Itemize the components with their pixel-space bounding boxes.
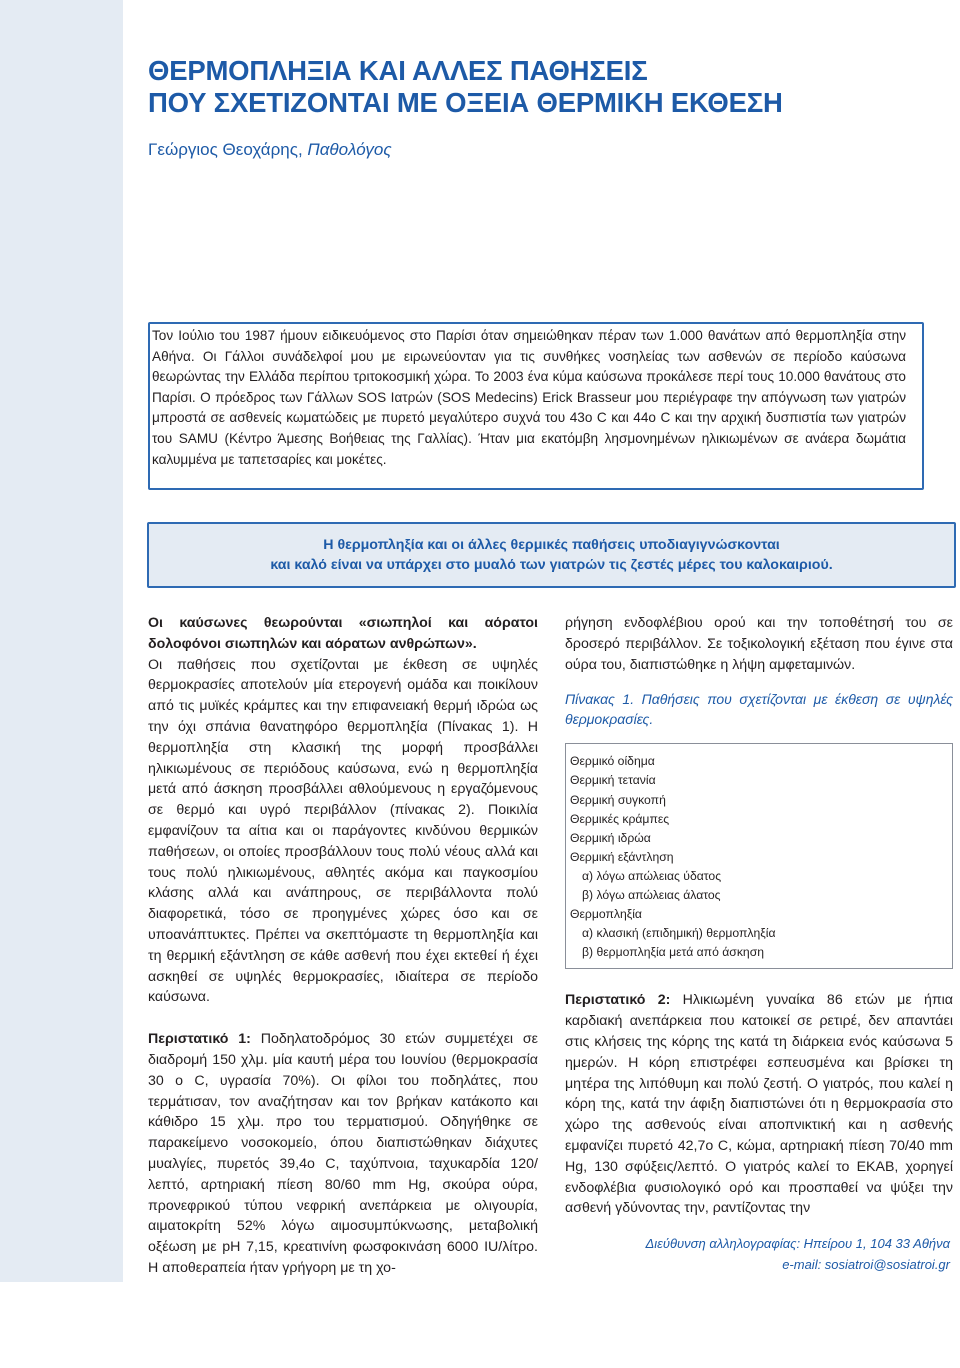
title-line-1: ΘΕΡΜΟΠΛΗΞΙΑ ΚΑΙ ΑΛΛΕΣ ΠΑΘΗΣΕΙΣ bbox=[148, 55, 648, 86]
table-1-row: Θερμική τετανία bbox=[570, 773, 656, 788]
table-1-caption: Πίνακας 1. Παθήσεις που σχετίζονται με έκθεση σε υψηλές θερμοκρασίες. bbox=[565, 691, 953, 728]
case-2-paragraph bbox=[565, 990, 953, 1219]
paragraph-gap bbox=[565, 969, 953, 990]
paragraph-gap bbox=[148, 1008, 538, 1029]
left-sidebar-band bbox=[0, 0, 123, 1282]
title-line-2: ΠΟΥ ΣΧΕΤΙΖΟΝΤΑΙ ΜΕ ΟΞΕΙΑ ΘΕΡΜΙΚΗ ΕΚΘΕΣΗ bbox=[148, 87, 783, 118]
right-paragraph-1: ρήγηση ενδοφλέβιου ορού και την τοποθέτησή του σε δροσερό περιβάλλον. Σε τοξικολογική εξέταση που έγινε στα ούρα του, διαπιστώθηκε η λήψη αμφεταμινών. bbox=[565, 615, 953, 673]
page-title bbox=[148, 55, 938, 119]
case-1-paragraph bbox=[148, 1029, 538, 1279]
highlight-line-1: Η θερμοπληξία και οι άλλες θερμικές παθήσεις υποδιαγιγνώσκονται bbox=[323, 537, 780, 553]
table-1-row: β) λόγω απώλειας άλατος bbox=[582, 888, 721, 903]
case-1-label: Περιστατικό 1: bbox=[148, 1031, 251, 1048]
left-paragraph-1: Οι παθήσεις που σχετίζονται με έκθεση σε υψηλές θερμοκρασίες αποτελούν μία ετερογενή ομάδα και ποικίλουν από τις μυϊκές κράμπες και την επιφανειακή θερμή ιδρώα ως την όχι σπάνια θανατηφόρο θερμοπληξία (Πίνακας 1). Η θερμοπληξία στη κλασική της μορφή προσβάλλει ηλικιωμένους σε περιόδους καύσωνα, ενώ η θερμοπληξία μετά από άσκηση προσβάλλει αθλούμενους η εργαζόμενους σε θερμό και υγρό περιβάλλον (πίνακας 2). Ποικιλία εμφανίζουν τα αίτια και οι παράγοντες κινδύνου θερμικών παθήσεων, οι οποίες προσβάλλουν τους πολύ νέους αλλά και τους πολύ ηλικιωμένους, αθλητές ακόμα και παγκοσμίου κλάσης αλλά και ανάπηρους, σε περιβάλλοντα πολύ διαφορετικά, τόσο σε προηγμένες χώρες όσο και σε υποανάπτυκτες. Πρέπει να σκεπτόμαστε τη θερμοπληξία και τη θερμική εξάντληση σε κάθε ασθενή που έχει εκτεθεί ή έχει ασκηθεί σε υψηλές θερμοκρασίες, ιδιαίτερα σε περίοδο καύσωνα. bbox=[148, 656, 538, 1006]
table-1-row: α) λόγω απώλειας ύδατος bbox=[582, 868, 722, 883]
table-1-row: Θερμικές κράμπες bbox=[570, 811, 670, 826]
lead-quote: Οι καύσωνες θεωρούνται «σιωπηλοί και αόρατοι δολοφόνοι σιωπηλών και αόρατων ανθρώπων». bbox=[148, 615, 538, 652]
case-2-text: Ηλικιωμένη γυναίκα 86 ετών με ήπια καρδιακή ανεπάρκεια που κατοικεί σε ρετιρέ, δεν απαντάει στις κλήσεις της κόρης της κατά τη διάρκεια ενός καύσωνα 5 ημερών. Η κόρη επιστρέφει εσπευσμένα και βρίσκει τη μητέρα της λιπόθυμη και πολύ ζεστή. Ο γιατρός, που καλεί η κόρη της, κατά την άφιξη διαπιστώνει ότι η θερμοκρασία στο χώρο της ασθενούς είναι αποπνικτική και η ασθενής εμφανίζει πυρετό 42,7ο C, κώμα, αρτηριακή πίεση 70/40 mm Hg, 130 σφύξεις/λεπτό. Ο γιατρός καλεί το ΕΚΑΒ, χορηγεί ενδοφλέβια φυσιολογικό ορό και προσπαθεί να ψύξει την ασθενή γδύνοντας την, ραντίζοντας την bbox=[565, 992, 953, 1217]
table-1 bbox=[565, 743, 953, 969]
intro-text: Τον Ιούλιο του 1987 ήμουν ειδικευόμενος στο Παρίσι όταν σημειώθηκαν πέραν των 1.000 θανάτων από θερμοπληξία στην Αθήνα. Οι Γάλλοι συνάδελφοί μου με ειρωνεύονταν για τις συνθήκες νοσηλείας των ασθενών σε περίοδο καύσωνα θεωρώντας την Ελλάδα περίπου τριτοκοσμική χώρα. Το 2003 ένα κύμα καύσωνα προκάλεσε περί τους 10.000 θανάτους στο Παρίσι. Ο πρόεδρος των Γάλλων SOS Ιατρών (SOS Medecins) Erick Brasseur μου περιέγραφε την απόγνωση των γιατρών μπροστά σε ασθενείς κωματώδεις με πυρετό μεγαλύτερο συχνά του 43ο C και 44ο C και την αρχική δυσπιστία των γιατρών του SAMU (Κέντρο Άμεσης Βοήθειας της Γαλλίας). Ήταν μια εκατόμβη λησμονημένων ηλικιωμένων σε ανάερα δωμάτια καλυμμένα με ταπετσαρίες και μοκέτες. bbox=[152, 328, 906, 467]
correspondence-address: Διεύθυνση αλληλογραφίας: Ηπείρου 1, 104 33 Αθήνα bbox=[645, 1236, 950, 1251]
highlight-box bbox=[147, 522, 956, 588]
correspondence-email: e-mail: sosiatroi@sosiatroi.gr bbox=[782, 1257, 950, 1272]
table-1-row: β) θερμοπληξία μετά από άσκηση bbox=[582, 945, 764, 960]
case-1-text: Ποδηλατοδρόμος 30 ετών συμμετέχει σε διαδρομή 150 χλμ. μία καυτή μέρα του Ιουνίου (θερμοκρασία 30 ο C, υγρασία 70%). Οι φίλοι του ποδηλάτες, που τερμάτισαν, τον αναζήτησαν και τον βρήκαν κατάκοπο και κάθιδρο 15 χλμ. προ του τερματισμού. Οδηγήθηκε σε παρακείμενο νοσοκομείο, όπου διαπιστώθηκαν διάχυτες μυαλγίες, πυρετός 39,4ο C, ταχύπνοια, ταχυκαρδία 120/λεπτό, αρτηριακή πίεση 80/60 mm Hg, σκούρα ούρα, προνεφρικού τύπου νεφρική ανεπάρκεια με ολιγουρία, αιματοκρίτη 52% λόγω αιμοσυμπύκνωσης, μεταβολική οξέωση με pH 7,15, κρεατινίνη φωσφοκινάση 6000 IU/λίτρο. Η αποθεραπεία ήταν γρήγορη με τη χο- bbox=[148, 1031, 538, 1276]
right-column bbox=[565, 613, 953, 1219]
table-1-row: Θερμικό οίδημα bbox=[570, 754, 655, 769]
table-1-row: Θερμική συγκοπή bbox=[570, 792, 666, 807]
case-2-label: Περιστατικό 2: bbox=[565, 992, 671, 1009]
author-line bbox=[148, 140, 392, 160]
table-1-row: Θερμική εξάντληση bbox=[570, 849, 674, 864]
intro-box bbox=[148, 322, 924, 490]
table-1-row: Θερμοπληξία bbox=[570, 907, 642, 922]
author-name: Γεώργιος Θεοχάρης, bbox=[148, 140, 303, 159]
table-1-row: α) κλασική (επιδημική) θερμοπληξία bbox=[582, 926, 776, 941]
left-column bbox=[148, 613, 538, 1279]
highlight-line-2: και καλό είναι να υπάρχει στο μυαλό των γιατρών τις ζεστές μέρες του καλοκαιριού. bbox=[270, 557, 833, 573]
table-1-row: Θερμική ιδρώα bbox=[570, 830, 651, 845]
author-role: Παθολόγος bbox=[307, 140, 392, 159]
